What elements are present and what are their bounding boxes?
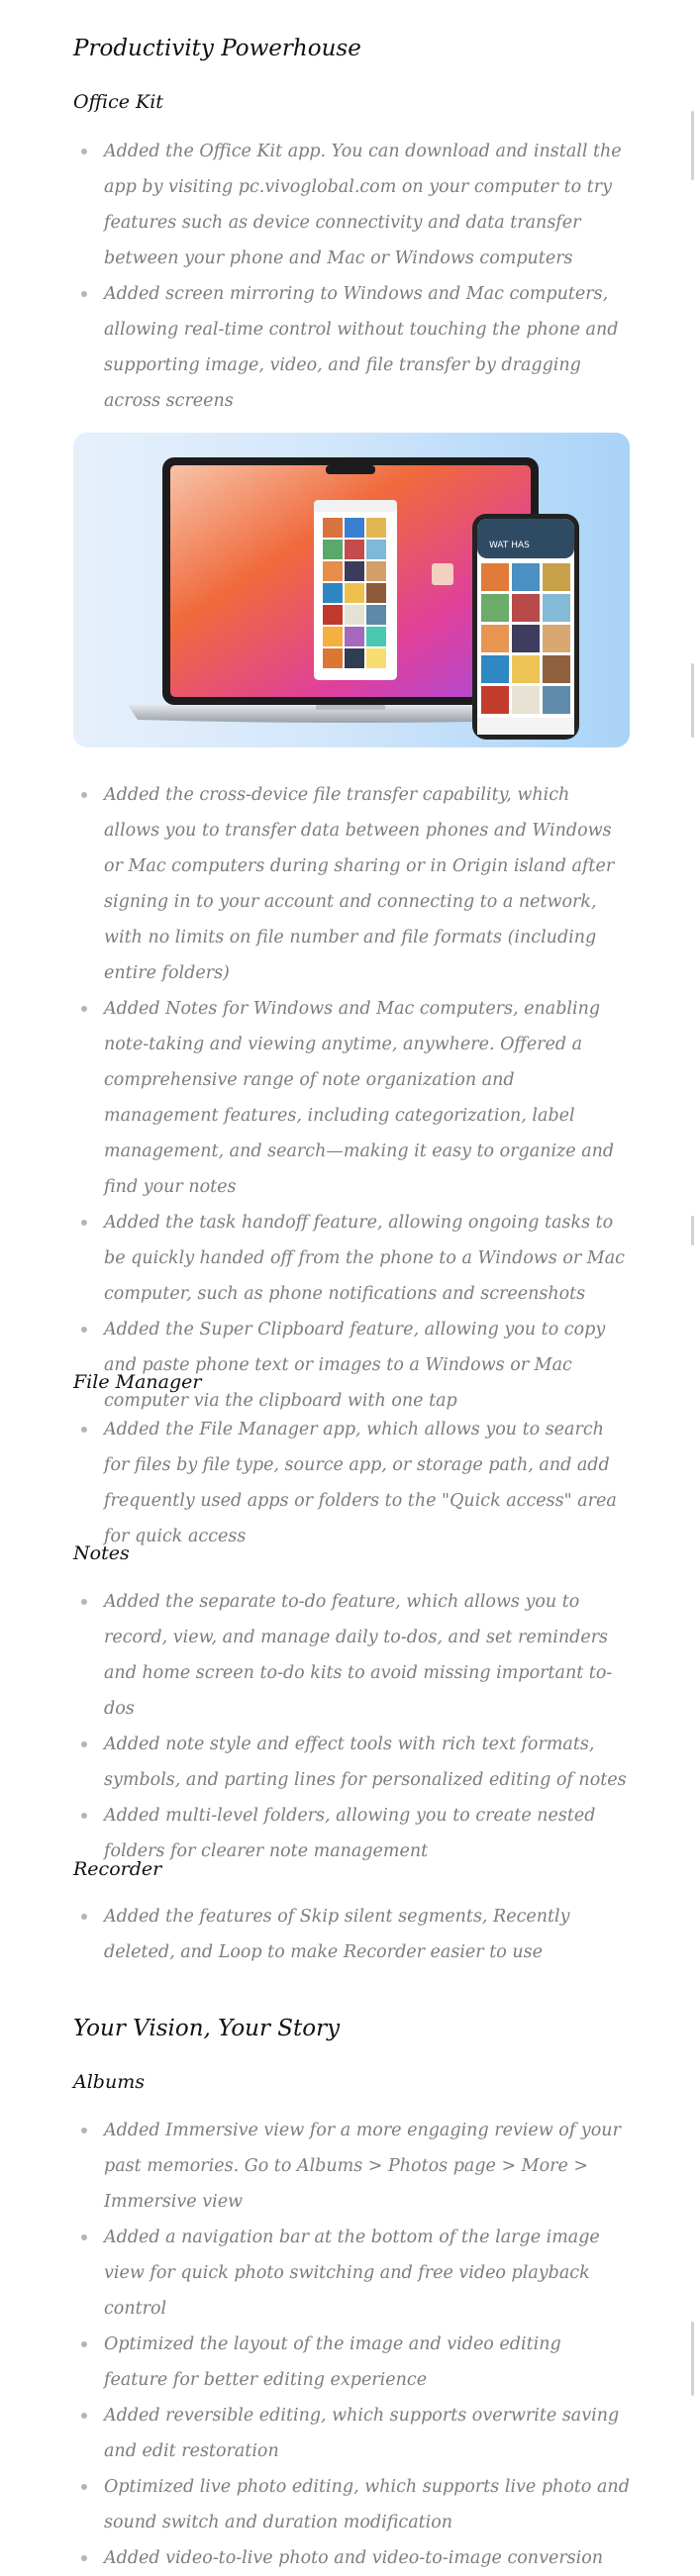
file-manager-list: [73, 1412, 630, 1554]
group-heading-office-kit: Office Kit: [73, 91, 163, 113]
recorder-list: [73, 1899, 630, 1970]
group-heading-file-manager: File Manager: [73, 1371, 202, 1393]
list-item: Added reversible editing, which supports overwrite saving and edit restoration: [73, 2398, 630, 2469]
list-item: Added screen mirroring to Windows and Mac computers, allowing real-time control without touching the phone and supporting image, video, and file transfer by dragging across screens: [73, 276, 630, 419]
office-kit-banner-image: [73, 433, 630, 747]
office-kit-list-continued: [73, 777, 630, 1419]
scroll-indicator[interactable]: [691, 111, 694, 180]
list-item: Added the separate to-do feature, which allows you to record, view, and manage daily to-dos, and set reminders and home screen to-do kits to avoid missing important to-dos: [73, 1584, 630, 1727]
albums-list: [73, 2113, 630, 2576]
list-item: Optimized live photo editing, which supports live photo and sound switch and duration modification: [73, 2469, 630, 2540]
list-item: Added the task handoff feature, allowing ongoing tasks to be quickly handed off from the phone to a Windows or Mac computer, such as phone notifications and screenshots: [73, 1205, 630, 1312]
phone-photo-grid: [481, 563, 570, 714]
list-item: Added a navigation bar at the bottom of the large image view for quick photo switching and free video playback control: [73, 2220, 630, 2327]
dragged-image: [432, 563, 453, 585]
list-item: Added Notes for Windows and Mac computers, enabling note-taking and viewing anytime, anywhere. Offered a comprehensive range of note organization and management features, including categorization, label management, and search—making it easy to organize and find your notes: [73, 991, 630, 1205]
group-heading-notes: Notes: [73, 1542, 130, 1564]
list-item: Optimized the layout of the image and video editing feature for better editing experience: [73, 2327, 630, 2398]
list-item: Added the features of Skip silent segments, Recently deleted, and Loop to make Recorder easier to use: [73, 1899, 630, 1970]
list-item: Added the cross-device file transfer capability, which allows you to transfer data between phones and Windows or Mac computers during sharing or in Origin island after signing in to your account and connecting to a network, with no limits on file number and file formats (including entire folders): [73, 777, 630, 991]
section-title: Productivity Powerhouse: [73, 36, 361, 61]
laptop-phone-illustration: [73, 433, 630, 747]
scroll-indicator[interactable]: [691, 1216, 694, 1245]
list-item: Added the Office Kit app. You can download and install the app by visiting pc.vivoglobal.com on your computer to try features such as device connectivity and data transfer between your phone and Mac or Windows computers: [73, 134, 630, 276]
phone-status-text: WAT HAS: [489, 541, 530, 550]
notes-list: [73, 1584, 630, 1869]
list-item: Added Immersive view for a more engaging review of your past memories. Go to Albums > Photos page > More > Immersive view: [73, 2113, 630, 2220]
group-heading-recorder: Recorder: [73, 1858, 162, 1880]
scroll-indicator[interactable]: [691, 2322, 694, 2396]
list-item: Added multi-level folders, allowing you to create nested folders for clearer note management: [73, 1798, 630, 1869]
list-item: Added video-to-live photo and video-to-image conversion: [73, 2540, 630, 2576]
office-kit-list: [73, 134, 630, 419]
group-heading-albums: Albums: [73, 2071, 145, 2093]
photo-grid: [323, 518, 386, 668]
list-item: Added the Super Clipboard feature, allowing you to copy and paste phone text or images to a Windows or Mac computer via the clipboard with one tap: [73, 1312, 630, 1419]
list-item: Added the File Manager app, which allows you to search for files by file type, source app, or storage path, and add frequently used apps or folders to the "Quick access" area for quick access: [73, 1412, 630, 1554]
list-item: Added note style and effect tools with rich text formats, symbols, and parting lines for personalized editing of notes: [73, 1727, 630, 1798]
scroll-indicator[interactable]: [691, 663, 694, 738]
section-title: Your Vision, Your Story: [73, 2016, 341, 2041]
